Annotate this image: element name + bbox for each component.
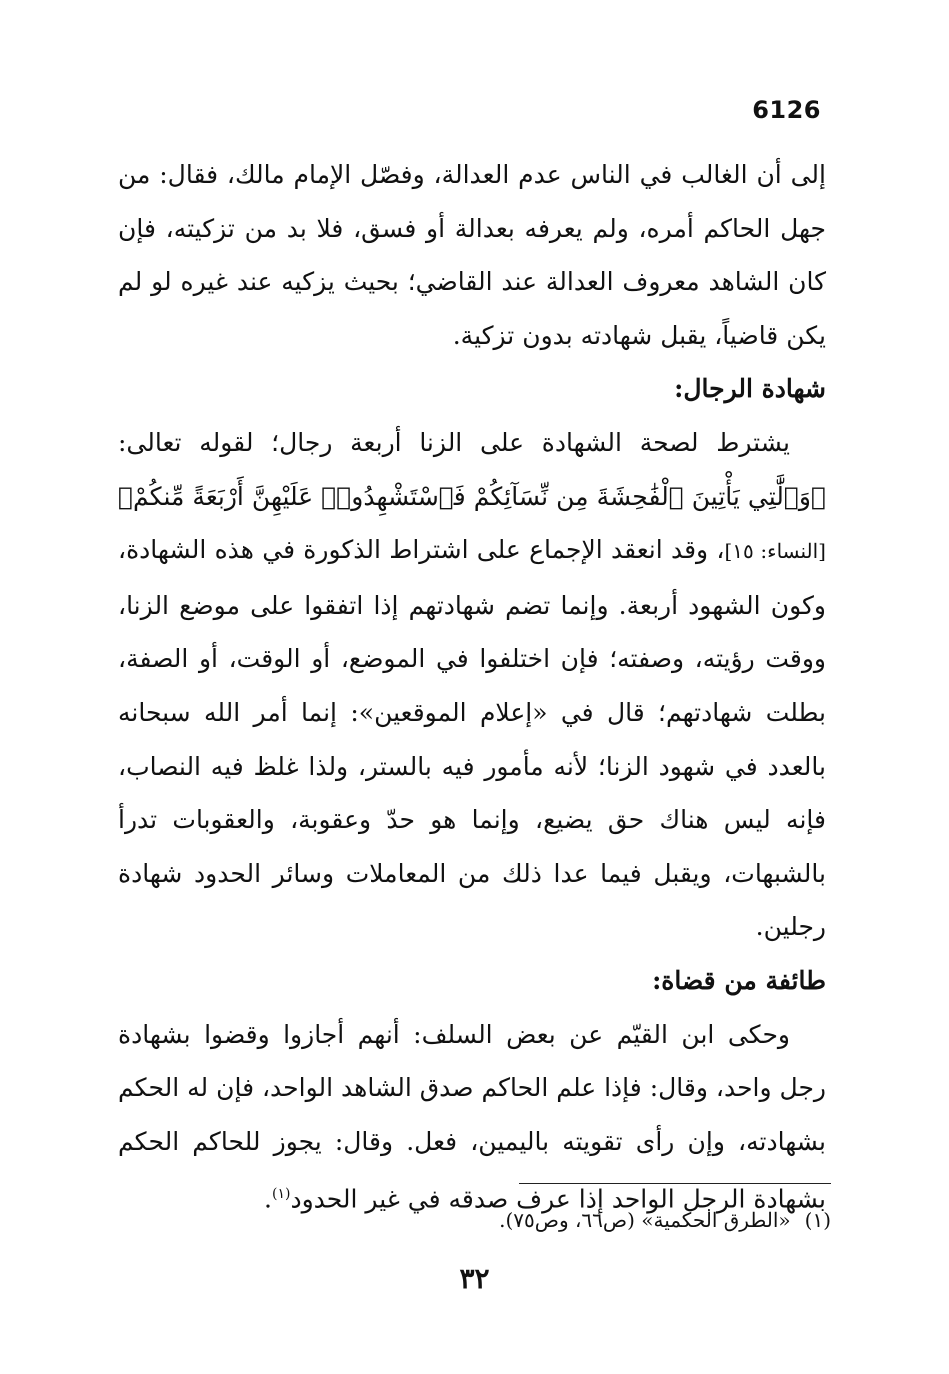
- body-text: [118, 148, 826, 1226]
- paragraph-malik: إلى أن الغالب في الناس عدم العدالة، وفصّل الإمام مالك، فقال: من جهل الحاكم أمره، ولم يعرفه بعدالة أو فسق، فلا بد من تزكيته، فإن كان الشاهد معروف العدالة عند القاضي؛ بحيث يزكيه عند غيره لو لم يكن قاضياً، يقبل شهادته بدون تزكية.: [118, 160, 826, 350]
- verse-reference: [النساء: ١٥]: [724, 539, 826, 564]
- footnote-text: «الطرق الحكمية» (ص٦٦، وص٧٥).: [499, 1208, 791, 1232]
- paragraph-rest: ، وقد انعقد الإجماع على اشتراط الذكورة في هذه الشهادة، وكون الشهود أربعة. وإنما تضم شهادتهم إذا اتفقوا على موضع الزنا، ووقت رؤيته، وصفته؛ فإن اختلفوا في الموضع، أو الوقت، أو الصفة، بطلت شهادتهم؛ قال في «إعلام الموقعين»: إنما أمر الله سبحانه بالعدد في شهود الزنا؛ لأنه مأمور فيه بالستر، ولذا غلظ فيه النصاب، فإنه ليس هناك حق يضيع، وإنما هو حدّ وعقوبة، والعقوبات تدرأ بالشبهات، ويقبل فيما عدا ذلك من المعاملات وسائر الحدود شهادة رجلين.: [118, 535, 826, 942]
- paragraph-text: وحكى ابن القيّم عن بعض السلف: أنهم أجازوا وقضوا بشهادة رجل واحد، وقال: فإذا علم الحاكم صدق الشاهد الواحد، فإن له الحكم بشهادته، وإن رأى تقويته باليمين، فعل. وقال: يجوز للحاكم الحكم بشهادة الرجل الواحد إذا عرف صدقه في غير الحدود: [118, 1019, 826, 1214]
- paragraph-intro: يشترط لصحة الشهادة على الزنا أربعة رجال؛ لقوله تعالى:: [118, 427, 790, 457]
- page-number: ٣٢: [459, 1262, 490, 1295]
- footnote-marker[interactable]: (١): [271, 1186, 291, 1203]
- paragraph-four-witnesses: [118, 416, 826, 954]
- paragraph-ibn-qayyim: [118, 1008, 826, 1227]
- footnote-number: (١): [804, 1208, 831, 1232]
- paragraph-end: .: [264, 1184, 272, 1214]
- footnote: [123, 1200, 831, 1240]
- heading-testimony-of-men: شهادة الرجال:: [674, 374, 826, 404]
- heading-group-of-judges: طائفة من قضاة:: [652, 965, 826, 995]
- quran-verse: ﴿وَٱلَّٰتِي يَأْتِينَ ٱلْفَٰحِشَةَ مِن نِّسَآئِكُمْ فَٱسْتَشْهِدُوا۟ عَلَيْهِنَّ أَرْبَعَةً مِّنكُمْ﴾: [118, 481, 826, 511]
- page-id: 6126: [752, 96, 821, 124]
- footnote-divider: [519, 1183, 831, 1184]
